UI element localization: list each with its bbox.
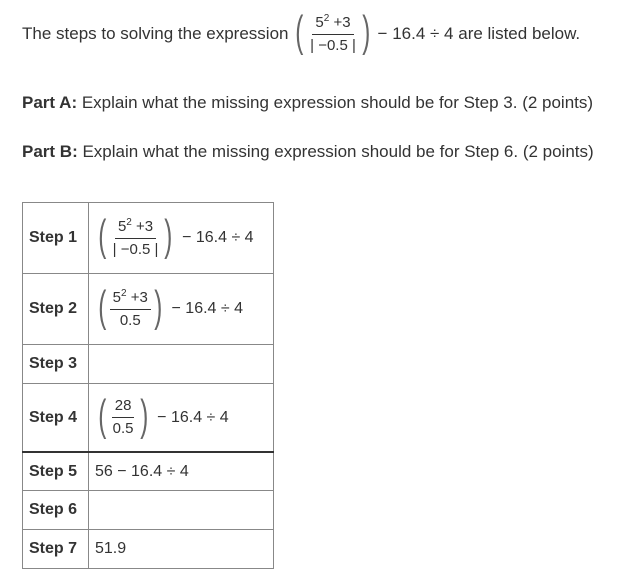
table-row bbox=[23, 452, 274, 491]
step-expression: 51.9 bbox=[89, 530, 274, 569]
intro-expression bbox=[292, 7, 373, 56]
step-expression bbox=[89, 345, 274, 384]
step-label: Step 2 bbox=[23, 274, 89, 345]
left-paren-icon: ( bbox=[98, 282, 107, 331]
right-paren-icon: ) bbox=[154, 282, 163, 331]
step-label: Step 3 bbox=[23, 345, 89, 384]
intro-numerator: $5^2 +3$ bbox=[312, 14, 353, 35]
right-paren-icon: ) bbox=[362, 7, 371, 56]
right-paren-icon: ) bbox=[139, 390, 148, 440]
right-paren-icon: ) bbox=[164, 211, 173, 260]
part-b-label: Part B: bbox=[22, 142, 78, 161]
step-expression bbox=[89, 491, 274, 530]
step-label: Step 1 bbox=[23, 203, 89, 274]
left-paren-icon: ( bbox=[98, 211, 107, 260]
part-b-prompt bbox=[22, 142, 594, 162]
step-expression: ( $\frac{5^2 +3}{0.5}$ ) − 16.4 ÷ 4 bbox=[89, 274, 274, 345]
step-expression: ( $\frac{5^2 +3}{| -0.5 |}$ ) − 16.4 ÷ 4 bbox=[89, 203, 274, 274]
table-row bbox=[23, 491, 274, 530]
step-label: Step 6 bbox=[23, 491, 89, 530]
part-b-text: Explain what the missing expression should be for Step 6. (2 points) bbox=[77, 142, 594, 161]
table-row bbox=[23, 384, 274, 453]
table-row bbox=[23, 203, 274, 274]
intro-denominator: | −0.5 | bbox=[310, 36, 356, 54]
step-fraction: $\frac{28}{0.5}$ bbox=[112, 397, 134, 437]
left-paren-icon: ( bbox=[295, 7, 304, 56]
part-a-label: Part A: bbox=[22, 93, 78, 112]
intro-sentence bbox=[22, 7, 581, 58]
part-a-prompt bbox=[22, 93, 593, 113]
step-label: Step 5 bbox=[23, 452, 89, 491]
steps-table bbox=[22, 202, 274, 569]
step-expression: 56 − 16.4 ÷ 4 bbox=[89, 452, 274, 491]
table-row bbox=[23, 274, 274, 345]
step-label: Step 7 bbox=[23, 530, 89, 569]
intro-fraction bbox=[307, 14, 359, 55]
step-label: Step 4 bbox=[23, 384, 89, 453]
table-row bbox=[23, 530, 274, 569]
intro-text-after: − 16.4 ÷ 4 are listed below. bbox=[377, 24, 581, 43]
intro-text-before: The steps to solving the expression bbox=[22, 24, 289, 43]
step-expression: ( $\frac{28}{0.5}$ ) − 16.4 ÷ 4 bbox=[89, 384, 274, 453]
left-paren-icon: ( bbox=[98, 390, 107, 440]
step-fraction: $\frac{5^2 +3}{| -0.5 |}$ bbox=[112, 216, 159, 258]
part-a-text: Explain what the missing expression should be for Step 3. (2 points) bbox=[77, 93, 594, 112]
table-row bbox=[23, 345, 274, 384]
step-fraction: $\frac{5^2 +3}{0.5}$ bbox=[110, 289, 151, 330]
